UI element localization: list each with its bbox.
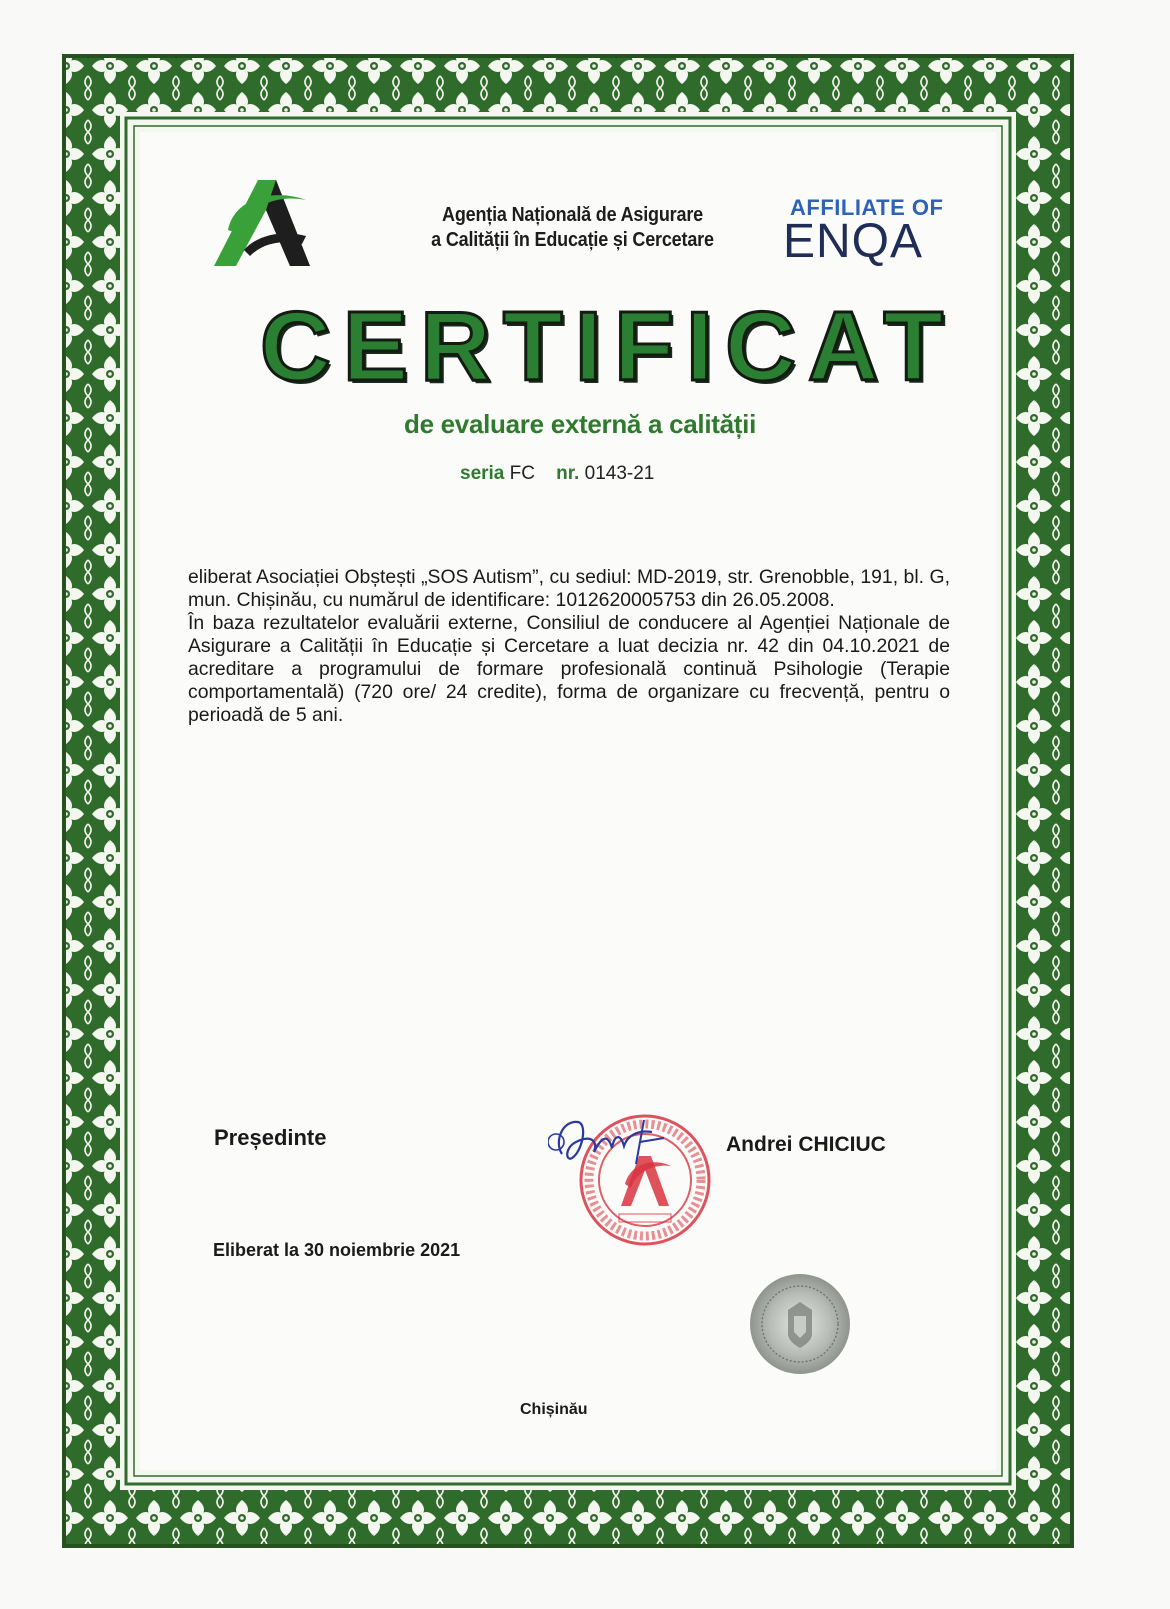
number-label: nr. [556,463,580,484]
series-value: FC [509,463,535,484]
enqa-logo-text: ENQA [783,215,924,268]
number-value: 0143-21 [584,463,655,484]
signer-name: Andrei CHICIUC [726,1133,886,1156]
body-paragraph-1: eliberat Asociației Obștești „SOS Autism”, cu sediul: MD-2019, str. Grenobble, 191, bl. G, mun. Chișinău, cu numărul de identificare: 1012620005753 din 26.05.2008. [188,566,950,611]
agency-logo [214,170,324,270]
issue-date: Eliberat la 30 noiembrie 2021 [213,1240,461,1260]
certificate-subtitle: de evaluare externă a calității [403,409,756,439]
president-signature [548,1112,678,1172]
issue-city: Chișinău [520,1401,588,1418]
series-number [460,463,720,485]
body-paragraph-2: În baza rezultatelor evaluării externe, Consiliul de conducere al Agenției Naționale de Asigurare a Calității în Educație și Cercetare a luat decizia nr. 42 din 04.10.2021 de acreditare a programului de formare profesională continuă Psihologie (Terapie comportamentală) (720 ore/ 24 credite), forma de organizare cu frecvență, pentru o perioadă de 5 ani. [188,612,950,726]
certificate-body [188,566,950,727]
hologram-seal [748,1272,852,1376]
series-label: seria [460,463,505,484]
affiliate-label: AFFILIATE OF [790,195,944,220]
agency-name [417,203,728,253]
agency-name-line2: a Calității în Educație și Cercetare [431,229,714,251]
agency-name-line1: Agenția Națională de Asigurare [442,204,703,226]
certificate-title: CERTIFICAT [260,291,956,401]
president-title: Președinte [214,1125,327,1150]
